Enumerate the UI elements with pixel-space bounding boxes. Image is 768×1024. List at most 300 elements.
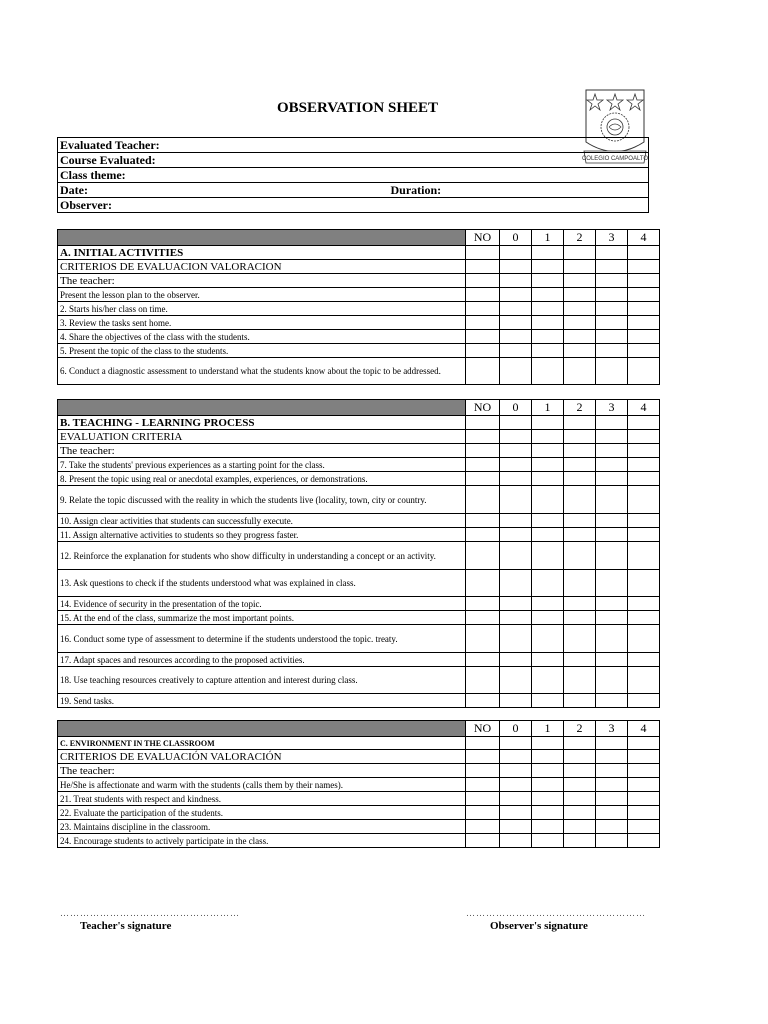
score-cell[interactable] <box>628 246 660 260</box>
score-cell[interactable] <box>500 667 532 694</box>
section-b-title-row <box>58 416 660 430</box>
section-a-criteria-row <box>58 260 660 274</box>
score-header: 4 <box>628 721 660 737</box>
score-cell[interactable] <box>500 750 532 764</box>
score-cell[interactable] <box>466 750 500 764</box>
score-cell[interactable] <box>466 486 500 514</box>
score-header: 0 <box>500 230 532 246</box>
section-c-header-bar <box>58 721 466 737</box>
score-cell[interactable] <box>466 625 500 653</box>
score-cell[interactable] <box>596 330 628 344</box>
score-cell[interactable] <box>500 834 532 848</box>
score-cell[interactable] <box>500 625 532 653</box>
score-cell[interactable] <box>466 444 500 458</box>
score-cell[interactable] <box>564 750 596 764</box>
score-cell[interactable] <box>596 570 628 597</box>
section-c-table <box>57 720 660 848</box>
score-cell[interactable] <box>532 330 564 344</box>
score-cell[interactable] <box>596 260 628 274</box>
score-cell[interactable] <box>628 820 660 834</box>
class-theme-field[interactable]: Class theme: <box>58 168 649 183</box>
page-title: OBSERVATION SHEET <box>276 100 439 116</box>
score-cell[interactable] <box>532 458 564 472</box>
score-cell[interactable] <box>532 625 564 653</box>
score-cell[interactable] <box>466 806 500 820</box>
score-cell[interactable] <box>628 444 660 458</box>
score-cell[interactable] <box>628 430 660 444</box>
score-cell[interactable] <box>466 330 500 344</box>
score-cell[interactable] <box>500 764 532 778</box>
criterion-row <box>58 330 660 344</box>
score-cell[interactable] <box>466 764 500 778</box>
criterion-row <box>58 570 660 597</box>
observer-signature-line[interactable]: ……………………………………………… <box>466 908 646 918</box>
score-cell[interactable] <box>532 792 564 806</box>
criterion-item: 8. Present the topic using real or anecdotal examples, experiences, or demonstrations. <box>58 472 466 486</box>
criterion-item: 17. Adapt spaces and resources according to the proposed activities. <box>58 653 466 667</box>
criterion-item: 6. Conduct a diagnostic assessment to understand what the students know about the topic to be addressed. <box>58 358 466 385</box>
criterion-row <box>58 611 660 625</box>
score-cell[interactable] <box>466 737 500 750</box>
duration-label: Duration: <box>390 183 442 197</box>
score-cell[interactable] <box>628 764 660 778</box>
score-cell[interactable] <box>564 653 596 667</box>
score-cell[interactable] <box>564 597 596 611</box>
score-cell[interactable] <box>564 778 596 792</box>
score-cell[interactable] <box>564 625 596 653</box>
score-cell[interactable] <box>564 358 596 385</box>
section-c-title: C. ENVIRONMENT IN THE CLASSROOM <box>58 737 466 750</box>
section-b-header-row <box>58 400 660 416</box>
score-cell[interactable] <box>500 778 532 792</box>
score-header: 1 <box>532 230 564 246</box>
criterion-item: 18. Use teaching resources creatively to capture attention and interest during class. <box>58 667 466 694</box>
criterion-row <box>58 316 660 330</box>
score-header: 4 <box>628 400 660 416</box>
score-cell[interactable] <box>466 430 500 444</box>
score-cell[interactable] <box>532 246 564 260</box>
section-c-criteria: CRITERIOS DE EVALUACIÓN VALORACIÓN <box>58 750 466 764</box>
score-cell[interactable] <box>596 444 628 458</box>
score-header: 3 <box>596 230 628 246</box>
criterion-item: 9. Relate the topic discussed with the reality in which the students live (locality, town, city or country. <box>58 486 466 514</box>
score-cell[interactable] <box>564 667 596 694</box>
score-cell[interactable] <box>500 806 532 820</box>
score-header: 0 <box>500 400 532 416</box>
score-cell[interactable] <box>564 834 596 848</box>
score-cell[interactable] <box>564 246 596 260</box>
criterion-item: 2. Starts his/her class on time. <box>58 302 466 316</box>
score-cell[interactable] <box>532 653 564 667</box>
criterion-item: 4. Share the objectives of the class with the students. <box>58 330 466 344</box>
section-a-teacher-label: The teacher: <box>58 274 466 288</box>
score-cell[interactable] <box>628 358 660 385</box>
score-cell[interactable] <box>628 542 660 570</box>
score-cell[interactable] <box>596 764 628 778</box>
score-cell[interactable] <box>596 834 628 848</box>
score-cell[interactable] <box>500 344 532 358</box>
score-cell[interactable] <box>564 570 596 597</box>
criterion-item: 11. Assign alternative activities to students so they progress faster. <box>58 528 466 542</box>
score-cell[interactable] <box>466 260 500 274</box>
section-b-table <box>57 399 660 708</box>
score-cell[interactable] <box>628 570 660 597</box>
score-cell[interactable] <box>466 246 500 260</box>
score-cell[interactable] <box>628 274 660 288</box>
score-cell[interactable] <box>500 737 532 750</box>
criterion-item: 10. Assign clear activities that students can successfully execute. <box>58 514 466 528</box>
course-evaluated-field[interactable]: Course Evaluated: <box>58 153 649 168</box>
score-cell[interactable] <box>532 694 564 708</box>
score-cell[interactable] <box>564 260 596 274</box>
score-cell[interactable] <box>564 472 596 486</box>
score-cell[interactable] <box>532 570 564 597</box>
score-cell[interactable] <box>596 528 628 542</box>
score-cell[interactable] <box>596 625 628 653</box>
score-cell[interactable] <box>500 260 532 274</box>
criterion-row <box>58 528 660 542</box>
criterion-item: He/She is affectionate and warm with the students (calls them by their names). <box>58 778 466 792</box>
score-cell[interactable] <box>596 750 628 764</box>
score-cell[interactable] <box>596 667 628 694</box>
score-cell[interactable] <box>500 792 532 806</box>
score-cell[interactable] <box>564 416 596 430</box>
score-cell[interactable] <box>564 302 596 316</box>
section-a-teacher-label-row <box>58 274 660 288</box>
score-cell[interactable] <box>466 542 500 570</box>
score-cell[interactable] <box>564 344 596 358</box>
score-cell[interactable] <box>564 288 596 302</box>
date-label: Date: <box>60 183 88 197</box>
score-cell[interactable] <box>532 288 564 302</box>
section-a-title-row <box>58 246 660 260</box>
section-c-header-row <box>58 721 660 737</box>
score-cell[interactable] <box>500 302 532 316</box>
score-cell[interactable] <box>564 486 596 514</box>
score-cell[interactable] <box>628 330 660 344</box>
score-cell[interactable] <box>596 611 628 625</box>
score-cell[interactable] <box>564 316 596 330</box>
score-cell[interactable] <box>564 806 596 820</box>
score-cell[interactable] <box>466 458 500 472</box>
section-b-header-bar <box>58 400 466 416</box>
score-cell[interactable] <box>466 667 500 694</box>
score-cell[interactable] <box>628 834 660 848</box>
score-cell[interactable] <box>466 694 500 708</box>
score-header: 2 <box>564 400 596 416</box>
section-a-header-row <box>58 230 660 246</box>
score-cell[interactable] <box>500 653 532 667</box>
score-cell[interactable] <box>532 528 564 542</box>
score-cell[interactable] <box>532 358 564 385</box>
score-cell[interactable] <box>532 806 564 820</box>
score-cell[interactable] <box>596 806 628 820</box>
teacher-info-table <box>57 137 649 213</box>
score-cell[interactable] <box>564 430 596 444</box>
criterion-row <box>58 472 660 486</box>
criterion-row <box>58 514 660 528</box>
score-cell[interactable] <box>532 416 564 430</box>
score-header: 0 <box>500 721 532 737</box>
criterion-row <box>58 667 660 694</box>
score-cell[interactable] <box>628 302 660 316</box>
score-cell[interactable] <box>564 764 596 778</box>
teacher-signature-line[interactable]: ……………………………………………… <box>60 908 240 918</box>
score-cell[interactable] <box>596 316 628 330</box>
score-cell[interactable] <box>596 778 628 792</box>
section-a-title: A. INITIAL ACTIVITIES <box>58 246 466 260</box>
score-cell[interactable] <box>500 570 532 597</box>
score-header: NO <box>466 721 500 737</box>
score-cell[interactable] <box>596 472 628 486</box>
score-cell[interactable] <box>500 458 532 472</box>
score-cell[interactable] <box>532 316 564 330</box>
score-cell[interactable] <box>466 514 500 528</box>
score-cell[interactable] <box>564 542 596 570</box>
score-cell[interactable] <box>596 430 628 444</box>
criterion-row <box>58 792 660 806</box>
score-cell[interactable] <box>564 611 596 625</box>
observer-signature-label: Observer's signature <box>490 920 588 932</box>
score-cell[interactable] <box>628 514 660 528</box>
score-cell[interactable] <box>564 330 596 344</box>
observer-field[interactable]: Observer: <box>58 198 649 213</box>
score-header: 2 <box>564 721 596 737</box>
score-cell[interactable] <box>466 792 500 806</box>
score-cell[interactable] <box>466 597 500 611</box>
score-cell[interactable] <box>532 820 564 834</box>
score-cell[interactable] <box>466 472 500 486</box>
score-cell[interactable] <box>628 458 660 472</box>
score-cell[interactable] <box>596 288 628 302</box>
section-b-criteria: EVALUATION CRITERIA <box>58 430 466 444</box>
score-cell[interactable] <box>500 416 532 430</box>
score-cell[interactable] <box>596 416 628 430</box>
score-cell[interactable] <box>596 246 628 260</box>
score-cell[interactable] <box>466 302 500 316</box>
score-cell[interactable] <box>628 778 660 792</box>
score-cell[interactable] <box>500 288 532 302</box>
criterion-item: 7. Take the students' previous experiences as a starting point for the class. <box>58 458 466 472</box>
score-cell[interactable] <box>596 597 628 611</box>
score-cell[interactable] <box>500 358 532 385</box>
score-cell[interactable] <box>596 694 628 708</box>
criterion-row <box>58 344 660 358</box>
score-cell[interactable] <box>500 444 532 458</box>
score-cell[interactable] <box>500 472 532 486</box>
score-cell[interactable] <box>628 344 660 358</box>
score-cell[interactable] <box>466 274 500 288</box>
score-cell[interactable] <box>564 820 596 834</box>
criterion-row <box>58 358 660 385</box>
score-cell[interactable] <box>532 444 564 458</box>
score-cell[interactable] <box>500 330 532 344</box>
score-cell[interactable] <box>466 416 500 430</box>
criterion-item: 21. Treat students with respect and kindness. <box>58 792 466 806</box>
criterion-row <box>58 486 660 514</box>
criterion-item: 5. Present the topic of the class to the students. <box>58 344 466 358</box>
section-a-criteria: CRITERIOS DE EVALUACION VALORACION <box>58 260 466 274</box>
score-cell[interactable] <box>628 316 660 330</box>
criterion-item: 3. Review the tasks sent home. <box>58 316 466 330</box>
score-cell[interactable] <box>596 486 628 514</box>
criterion-row <box>58 597 660 611</box>
score-cell[interactable] <box>628 737 660 750</box>
score-cell[interactable] <box>564 737 596 750</box>
criterion-row <box>58 458 660 472</box>
score-cell[interactable] <box>500 246 532 260</box>
score-cell[interactable] <box>532 611 564 625</box>
score-cell[interactable] <box>628 416 660 430</box>
score-cell[interactable] <box>466 570 500 597</box>
score-cell[interactable] <box>596 653 628 667</box>
score-cell[interactable] <box>564 444 596 458</box>
score-cell[interactable] <box>466 653 500 667</box>
score-cell[interactable] <box>532 514 564 528</box>
teacher-signature-label: Teacher's signature <box>80 920 172 932</box>
score-cell[interactable] <box>564 274 596 288</box>
score-cell[interactable] <box>500 274 532 288</box>
score-cell[interactable] <box>628 528 660 542</box>
score-header: 1 <box>532 721 564 737</box>
score-cell[interactable] <box>628 667 660 694</box>
score-cell[interactable] <box>628 792 660 806</box>
score-cell[interactable] <box>466 288 500 302</box>
score-cell[interactable] <box>628 288 660 302</box>
score-header: 3 <box>596 400 628 416</box>
section-c-teacher-label: The teacher: <box>58 764 466 778</box>
date-duration-row[interactable] <box>58 183 649 198</box>
section-c-teacher-label-row <box>58 764 660 778</box>
criterion-row <box>58 806 660 820</box>
score-cell[interactable] <box>628 597 660 611</box>
score-cell[interactable] <box>532 667 564 694</box>
criterion-item: 19. Send tasks. <box>58 694 466 708</box>
score-cell[interactable] <box>596 358 628 385</box>
score-cell[interactable] <box>466 358 500 385</box>
score-header: NO <box>466 400 500 416</box>
score-header: 3 <box>596 721 628 737</box>
criterion-item: 24. Encourage students to actively participate in the class. <box>58 834 466 848</box>
score-cell[interactable] <box>596 792 628 806</box>
score-cell[interactable] <box>532 302 564 316</box>
criterion-row <box>58 694 660 708</box>
section-b-teacher-label: The teacher: <box>58 444 466 458</box>
score-cell[interactable] <box>628 611 660 625</box>
criterion-item: 13. Ask questions to check if the students understood what was explained in class. <box>58 570 466 597</box>
score-cell[interactable] <box>628 260 660 274</box>
criterion-item: 23. Maintains discipline in the classroom. <box>58 820 466 834</box>
criterion-row <box>58 834 660 848</box>
score-cell[interactable] <box>596 542 628 570</box>
score-cell[interactable] <box>500 820 532 834</box>
score-cell[interactable] <box>466 778 500 792</box>
score-cell[interactable] <box>466 316 500 330</box>
section-b-teacher-label-row <box>58 444 660 458</box>
score-cell[interactable] <box>628 806 660 820</box>
score-cell[interactable] <box>500 542 532 570</box>
score-cell[interactable] <box>628 694 660 708</box>
score-cell[interactable] <box>532 344 564 358</box>
score-cell[interactable] <box>532 260 564 274</box>
score-cell[interactable] <box>628 472 660 486</box>
score-cell[interactable] <box>532 274 564 288</box>
criterion-row <box>58 542 660 570</box>
score-cell[interactable] <box>596 302 628 316</box>
criterion-item: 16. Conduct some type of assessment to determine if the students understood the topic. treaty. <box>58 625 466 653</box>
score-cell[interactable] <box>596 344 628 358</box>
score-cell[interactable] <box>500 514 532 528</box>
score-cell[interactable] <box>596 820 628 834</box>
score-cell[interactable] <box>532 430 564 444</box>
score-cell[interactable] <box>500 597 532 611</box>
score-cell[interactable] <box>532 472 564 486</box>
section-b-title: B. TEACHING - LEARNING PROCESS <box>58 416 466 430</box>
criterion-row <box>58 625 660 653</box>
criterion-row <box>58 778 660 792</box>
score-cell[interactable] <box>500 316 532 330</box>
criterion-item: 14. Evidence of security in the presentation of the topic. <box>58 597 466 611</box>
score-cell[interactable] <box>628 486 660 514</box>
score-cell[interactable] <box>466 820 500 834</box>
score-cell[interactable] <box>532 750 564 764</box>
criterion-item: 22. Evaluate the participation of the students. <box>58 806 466 820</box>
section-c-title-row <box>58 737 660 750</box>
score-cell[interactable] <box>628 750 660 764</box>
score-cell[interactable] <box>532 737 564 750</box>
score-cell[interactable] <box>596 737 628 750</box>
score-header: 2 <box>564 230 596 246</box>
score-cell[interactable] <box>564 694 596 708</box>
score-cell[interactable] <box>532 834 564 848</box>
criterion-item: Present the lesson plan to the observer. <box>58 288 466 302</box>
score-cell[interactable] <box>596 514 628 528</box>
score-cell[interactable] <box>500 611 532 625</box>
section-a-header-bar <box>58 230 466 246</box>
section-c-criteria-row <box>58 750 660 764</box>
score-cell[interactable] <box>466 611 500 625</box>
score-cell[interactable] <box>500 430 532 444</box>
score-cell[interactable] <box>532 778 564 792</box>
score-cell[interactable] <box>466 344 500 358</box>
score-cell[interactable] <box>532 542 564 570</box>
section-a-table <box>57 229 660 385</box>
score-cell[interactable] <box>564 458 596 472</box>
score-cell[interactable] <box>500 528 532 542</box>
score-header: 1 <box>532 400 564 416</box>
score-header: NO <box>466 230 500 246</box>
score-cell[interactable] <box>532 764 564 778</box>
score-cell[interactable] <box>532 486 564 514</box>
score-cell[interactable] <box>564 514 596 528</box>
score-cell[interactable] <box>466 528 500 542</box>
score-cell[interactable] <box>500 694 532 708</box>
score-cell[interactable] <box>628 653 660 667</box>
score-cell[interactable] <box>564 528 596 542</box>
criterion-item: 15. At the end of the class, summarize the most important points. <box>58 611 466 625</box>
score-cell[interactable] <box>596 458 628 472</box>
score-cell[interactable] <box>500 486 532 514</box>
score-cell[interactable] <box>466 834 500 848</box>
evaluated-teacher-field[interactable]: Evaluated Teacher: <box>58 138 649 153</box>
section-b-criteria-row <box>58 430 660 444</box>
svg-text:COLEGIO CAMPOALTO: COLEGIO CAMPOALTO <box>582 156 648 162</box>
score-cell[interactable] <box>564 792 596 806</box>
score-cell[interactable] <box>532 597 564 611</box>
score-cell[interactable] <box>628 625 660 653</box>
criterion-row <box>58 288 660 302</box>
score-cell[interactable] <box>596 274 628 288</box>
